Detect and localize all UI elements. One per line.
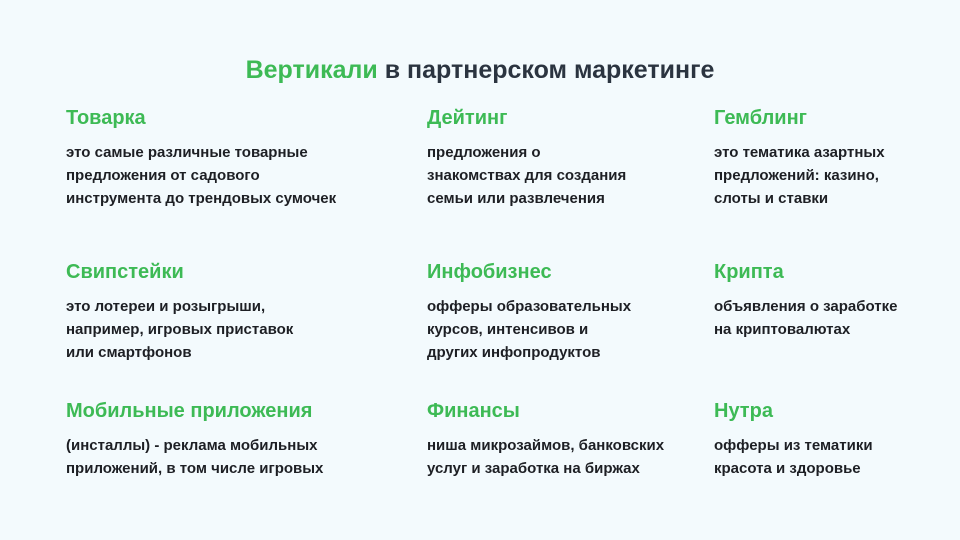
vertical-card-nutra (714, 398, 944, 480)
vertical-card-tovarka (66, 105, 366, 210)
vertical-title: Мобильные приложения (66, 400, 313, 422)
vertical-title: Нутра (714, 400, 773, 422)
vertical-description: объявления о заработке на криптовалютах (714, 298, 898, 338)
vertical-title: Свипстейки (66, 261, 184, 283)
vertical-description: (инсталлы) - реклама мобильных приложений, в том числе игровых (66, 437, 324, 477)
vertical-title: Товарка (66, 107, 146, 129)
vertical-description: это самые различные товарные предложения от садового инструмента до трендовых сумочек (66, 144, 337, 207)
vertical-title: Финансы (427, 400, 520, 422)
vertical-title: Крипта (714, 261, 784, 283)
vertical-card-gambling (714, 105, 944, 210)
vertical-title: Дейтинг (427, 107, 508, 129)
vertical-card-mobile-apps (66, 398, 406, 480)
vertical-card-crypto (714, 259, 944, 341)
vertical-description: это тематика азартных предложений: казино, слоты и ставки (714, 144, 885, 207)
vertical-description: это лотереи и розыгрыши, например, игровых приставок или смартфонов (66, 298, 294, 361)
vertical-description: офферы образовательных курсов, интенсивов и других инфопродуктов (427, 298, 632, 361)
vertical-title: Гемблинг (714, 107, 807, 129)
vertical-card-finance (427, 398, 727, 480)
page-title-accent: Вертикали (245, 55, 378, 84)
vertical-title: Инфобизнес (427, 261, 552, 283)
page-title-rest: в партнерском маркетинге (377, 55, 715, 84)
vertical-card-sweepstakes (66, 259, 366, 364)
page-title (0, 53, 960, 87)
vertical-description: офферы из тематики красота и здоровье (714, 437, 873, 477)
vertical-card-dating (427, 105, 727, 210)
vertical-description: предложения о знакомствах для создания семьи или развлечения (427, 144, 627, 207)
vertical-description: ниша микрозаймов, банковских услуг и заработка на биржах (427, 437, 665, 477)
vertical-card-infobusiness (427, 259, 727, 364)
